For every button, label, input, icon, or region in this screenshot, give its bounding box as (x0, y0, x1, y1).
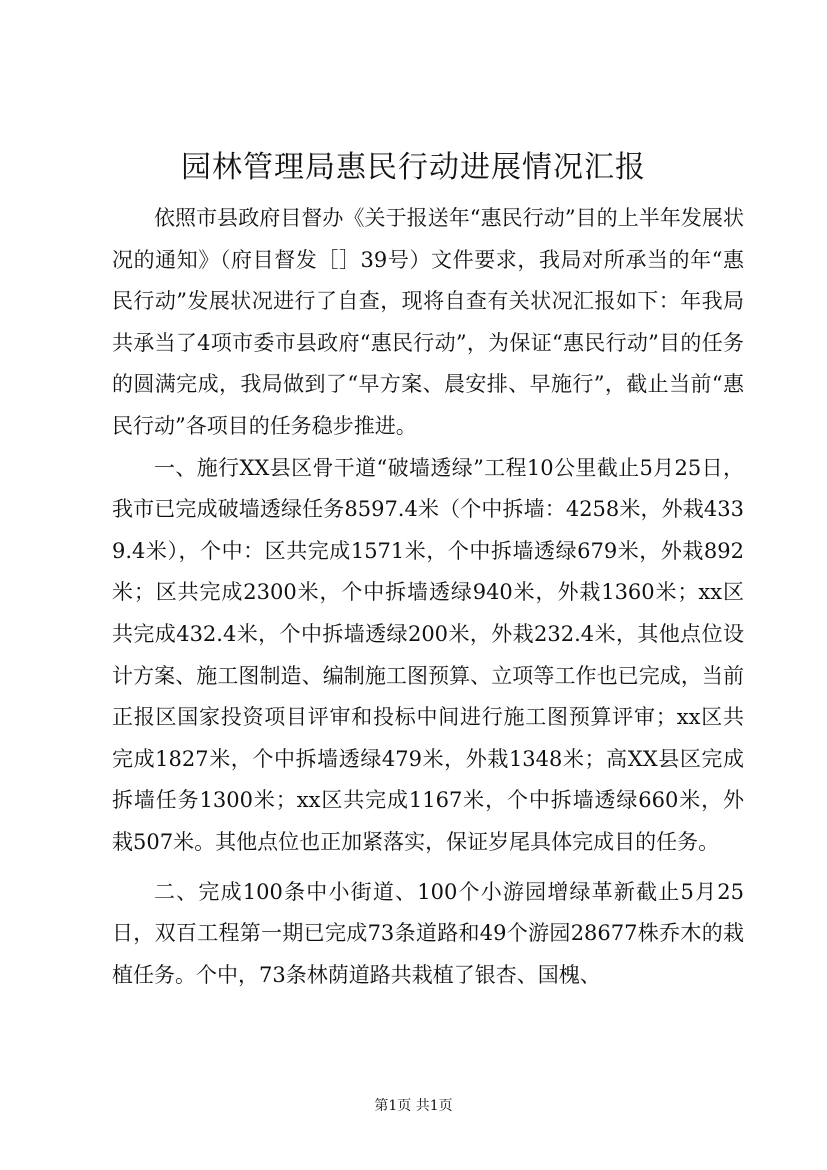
paragraph-intro: 依照市县政府目督办《关于报送年“惠民行动”目的上半年发展状况的通知》（府目督发［］39号）文件要求，我局对所承当的年“惠民行动”发展状况进行了自查，现将自查有关状况汇报如下：年我局共承当了4项市委市县政府“惠民行动”，为保证“惠民行动”目的任务的圆满完成，我局做到了“早方案、晨安排、早施行”，截止当前“惠民行动”各项目的任务稳步推进。 (112, 206, 744, 438)
paragraph-section-one: 一、施行XX县区骨干道“破墙透绿”工程10公里截止5月25日，我市已完成破墙透绿任务8597.4米（个中拆墙：4258米，外栽4339.4米），个中：区共完成1571米，个中拆墙透绿679米，外栽892米；区共完成2300米，个中拆墙透绿940米，外栽1360米；xx区共完成432.4米，个中拆墙透绿200米，外栽232.4米，其他点位设计方案、施工图制造、编制施工图预算、立项等工作也已完成，当前正报区国家投资项目评审和投标中间进行施工图预算评审；xx区共完成1827米，个中拆墙透绿479米，外栽1348米；高XX县区完成拆墙任务1300米；xx区共完成1167米，个中拆墙透绿660米，外栽507米。其他点位也正加紧落实，保证岁尾具体完成目的任务。 (112, 455, 744, 854)
document-body (112, 198, 744, 996)
paragraph-section-two: 二、完成100条中小街道、100个小游园增绿革新截止5月25日，双百工程第一期已完成73条道路和49个游园28677株乔木的栽植任务。个中，73条林荫道路共栽植了银杏、国槐、 (112, 879, 744, 987)
document-title: 园林管理局惠民行动进展情况汇报 (181, 150, 646, 185)
page-footer: 第1页 共1页 (374, 1098, 453, 1114)
